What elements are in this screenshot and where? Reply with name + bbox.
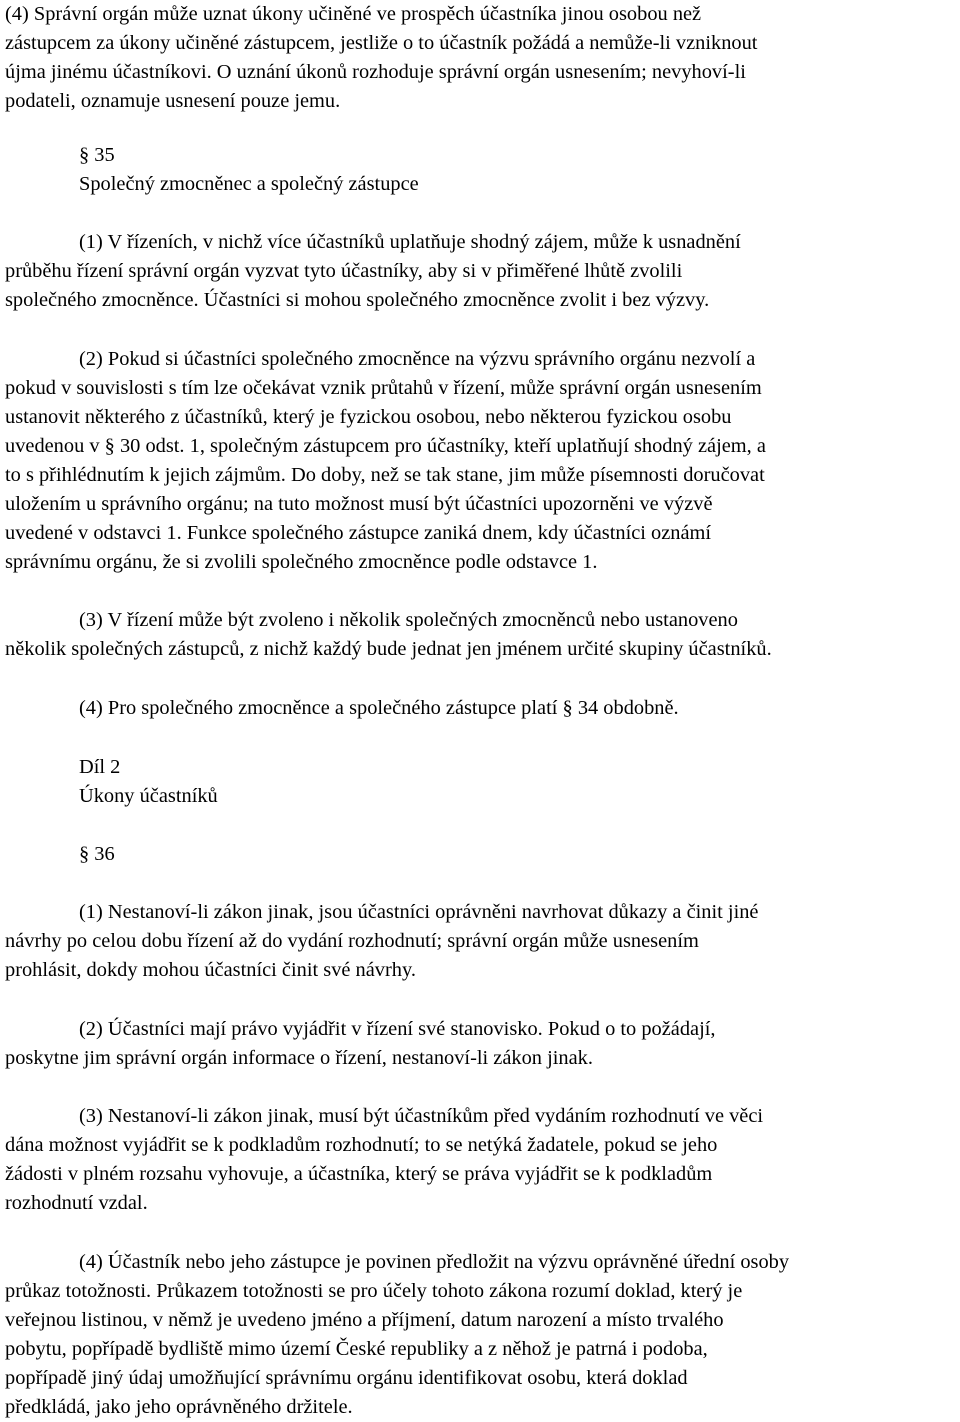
text-line: rozhodnutí vzdal. <box>5 1192 148 1214</box>
text-line: společného zmocněnce. Účastníci si mohou společného zmocněnce zvolit i bez výzvy. <box>5 289 710 311</box>
text-line: návrhy po celou dobu řízení až do vydání rozhodnutí; správní orgán může usnesením <box>5 930 699 952</box>
paragraph-36-3 <box>5 1102 763 1218</box>
text-line: žádosti v plném rozsahu vyhovuje, a účastníka, který se práva vyjádřit se k podkladům <box>5 1163 713 1185</box>
text-line: popřípadě jiný údaj umožňující správnímu orgánu identifikovat osobu, která doklad <box>5 1367 688 1389</box>
text-line: (2) Pokud si účastníci společného zmocněnce na výzvu správního orgánu nezvolí a <box>79 348 756 370</box>
text-line: předkládá, jako jeho oprávněného držitele. <box>5 1396 353 1418</box>
text-line: průkaz totožnosti. Průkazem totožnosti se pro účely tohoto zákona rozumí doklad, který je <box>5 1280 743 1302</box>
text-line: (3) Nestanoví-li zákon jinak, musí být účastníkům před vydáním rozhodnutí ve věci <box>79 1105 764 1127</box>
text-line: ustanovit některého z účastníků, který je fyzickou osobou, nebo některou fyzickou osobu <box>5 406 732 428</box>
text-line: uložením u správního orgánu; na tuto možnost musí být účastníci upozorněni ve výzvě <box>5 493 713 515</box>
text-line: dána možnost vyjádřit se k podkladům rozhodnutí; to se netýká žadatele, pokud se jeho <box>5 1134 718 1156</box>
section-title: Společný zmocněnec a společný zástupce <box>79 173 419 195</box>
text-line: (2) Účastníci mají právo vyjádřit v řízení své stanovisko. Pokud o to požádají, <box>79 1018 716 1040</box>
paragraph-35-1 <box>5 228 741 315</box>
paragraph-35-2 <box>5 345 766 577</box>
paragraph-36-1 <box>5 898 758 985</box>
paragraph-36-4 <box>5 1248 789 1422</box>
text-line: újma jinému účastníkovi. O uznání úkonů rozhoduje správní orgán usnesením; nevyhoví-li <box>5 61 746 83</box>
paragraph-35-3 <box>5 606 772 664</box>
text-line: uvedené v odstavci 1. Funkce společného zástupce zaniká dnem, kdy účastníci oznámí <box>5 522 712 544</box>
paragraph-34-4 <box>5 0 757 116</box>
text-line: podateli, oznamuje usnesení pouze jemu. <box>5 90 341 112</box>
section-36-heading <box>5 840 115 869</box>
text-line: veřejnou listinou, v němž je uvedeno jméno a příjmení, datum narození a místo trvalého <box>5 1309 724 1331</box>
text-line: (4) Účastník nebo jeho zástupce je povinen předložit na výzvu oprávněné úřední osoby <box>79 1251 790 1273</box>
text-line: správnímu orgánu, že si zvolili společného zmocněnce podle odstavce 1. <box>5 551 598 573</box>
paragraph-35-4 <box>5 694 679 723</box>
section-number: § 35 <box>79 144 115 166</box>
text-line: prohlásit, dokdy mohou účastníci činit své návrhy. <box>5 959 416 981</box>
text-line: (1) Nestanoví-li zákon jinak, jsou účastníci oprávněni navrhovat důkazy a činit jiné <box>79 901 759 923</box>
text-line: zástupcem za úkony učiněné zástupcem, jestliže o to účastník požádá a nemůže-li vzniknout <box>5 32 758 54</box>
text-line: pobytu, popřípadě bydliště mimo území České republiky a z něhož je patrná i podoba, <box>5 1338 708 1360</box>
part-number: Díl 2 <box>79 756 121 778</box>
text-line: (4) Správní orgán může uznat úkony učiněné ve prospěch účastníka jinou osobou než <box>5 3 702 25</box>
paragraph-36-2 <box>5 1015 716 1073</box>
text-line: průběhu řízení správní orgán vyzvat tyto účastníky, aby si v přiměřené lhůtě zvolili <box>5 260 683 282</box>
section-number: § 36 <box>79 843 115 865</box>
text-line: uvedenou v § 30 odst. 1, společným zástupcem pro účastníky, kteří uplatňují shodný zájem, a <box>5 435 766 457</box>
text-line: (1) V řízeních, v nichž více účastníků uplatňuje shodný zájem, může k usnadnění <box>79 231 741 253</box>
part-title: Úkony účastníků <box>79 785 218 807</box>
text-line: (3) V řízení může být zvoleno i několik společných zmocněnců nebo ustanoveno <box>79 609 738 631</box>
part-heading <box>5 753 218 811</box>
section-35-heading <box>5 141 419 199</box>
text-line: to s přihlédnutím k jejich zájmům. Do doby, než se tak stane, jim může písemnosti doručovat <box>5 464 765 486</box>
text-line: pokud v souvislosti s tím lze očekávat vznik průtahů v řízení, může správní orgán usnesením <box>5 377 762 399</box>
text-line: (4) Pro společného zmocněnce a společného zástupce platí § 34 obdobně. <box>79 697 679 719</box>
text-line: několik společných zástupců, z nichž každý bude jednat jen jménem určité skupiny účastníků. <box>5 638 772 660</box>
text-line: poskytne jim správní orgán informace o řízení, nestanoví-li zákon jinak. <box>5 1047 593 1069</box>
